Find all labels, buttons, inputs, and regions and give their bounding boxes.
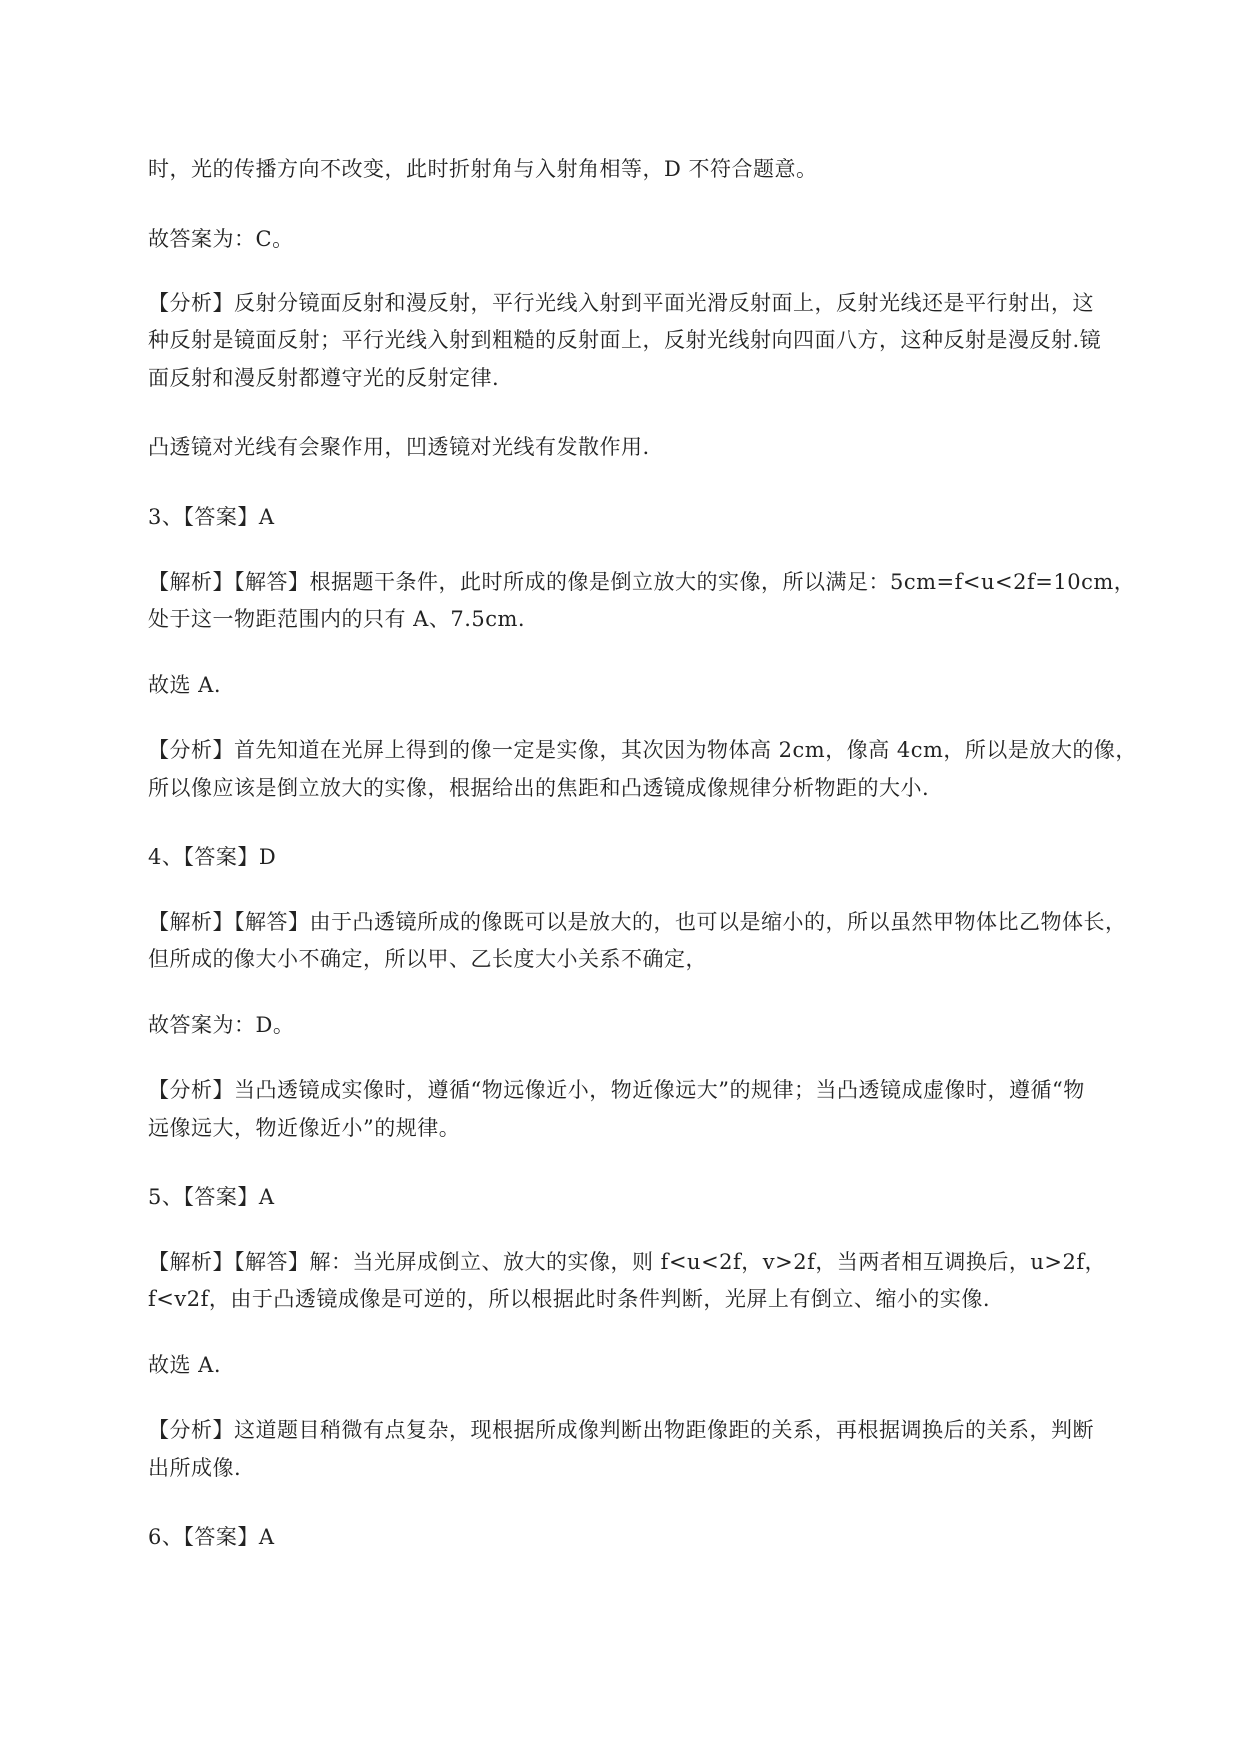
text-line: 出所成像. — [148, 1456, 242, 1480]
text-line: 故选 A. — [148, 1353, 222, 1377]
text-line: 故答案为：D。 — [148, 1013, 295, 1037]
text-line: 【分析】首先知道在光屏上得到的像一定是实像，其次因为物体高 2cm，像高 4cm，所以是放大的像， — [148, 738, 1137, 762]
text-line: 故选 A. — [148, 673, 222, 697]
answer-heading: 5、【答案】A — [148, 1185, 275, 1209]
answer-heading: 6、【答案】A — [148, 1525, 275, 1549]
text-line: 【分析】反射分镜面反射和漫反射，平行光线入射到平面光滑反射面上，反射光线还是平行射出，这 — [148, 291, 1094, 315]
text-line: 【分析】当凸透镜成实像时，遵循“物远像近小，物近像远大”的规律；当凸透镜成虚像时，遵循“物 — [148, 1078, 1085, 1102]
text-line: 故答案为：C。 — [148, 227, 294, 251]
text-line: 但所成的像大小不确定，所以甲、乙长度大小关系不确定， — [148, 947, 707, 971]
text-line: f<v2f，由于凸透镜成像是可逆的，所以根据此时条件判断，光屏上有倒立、缩小的实像. — [148, 1287, 991, 1311]
text-line: 处于这一物距范围内的只有 A、7.5cm. — [148, 607, 526, 631]
answer-heading: 3、【答案】A — [148, 505, 275, 529]
text-line: 凸透镜对光线有会聚作用，凹透镜对光线有发散作用. — [148, 435, 650, 459]
text-line: 所以像应该是倒立放大的实像，根据给出的焦距和凸透镜成像规律分析物距的大小. — [148, 776, 930, 800]
text-line: 时，光的传播方向不改变，此时折射角与入射角相等，D 不符合题意。 — [148, 157, 818, 181]
text-line: 【分析】这道题目稍微有点复杂，现根据所成像判断出物距像距的关系，再根据调换后的关系，判断 — [148, 1418, 1094, 1442]
answer-heading: 4、【答案】D — [148, 845, 277, 869]
text-line: 种反射是镜面反射；平行光线入射到粗糙的反射面上，反射光线射向四面八方，这种反射是漫反射.镜 — [148, 328, 1102, 352]
text-line: 面反射和漫反射都遵守光的反射定律. — [148, 366, 500, 390]
text-line: 【解析】【解答】根据题干条件，此时所成的像是倒立放大的实像，所以满足：5cm=f<u<2f=10cm， — [148, 570, 1136, 594]
text-line: 【解析】【解答】由于凸透镜所成的像既可以是放大的，也可以是缩小的，所以虽然甲物体比乙物体长， — [148, 910, 1127, 934]
text-line: 远像远大，物近像近小”的规律。 — [148, 1116, 461, 1140]
text-line: 【解析】【解答】解：当光屏成倒立、放大的实像，则 f<u<2f，v>2f，当两者相互调换后，u>2f， — [148, 1250, 1107, 1274]
